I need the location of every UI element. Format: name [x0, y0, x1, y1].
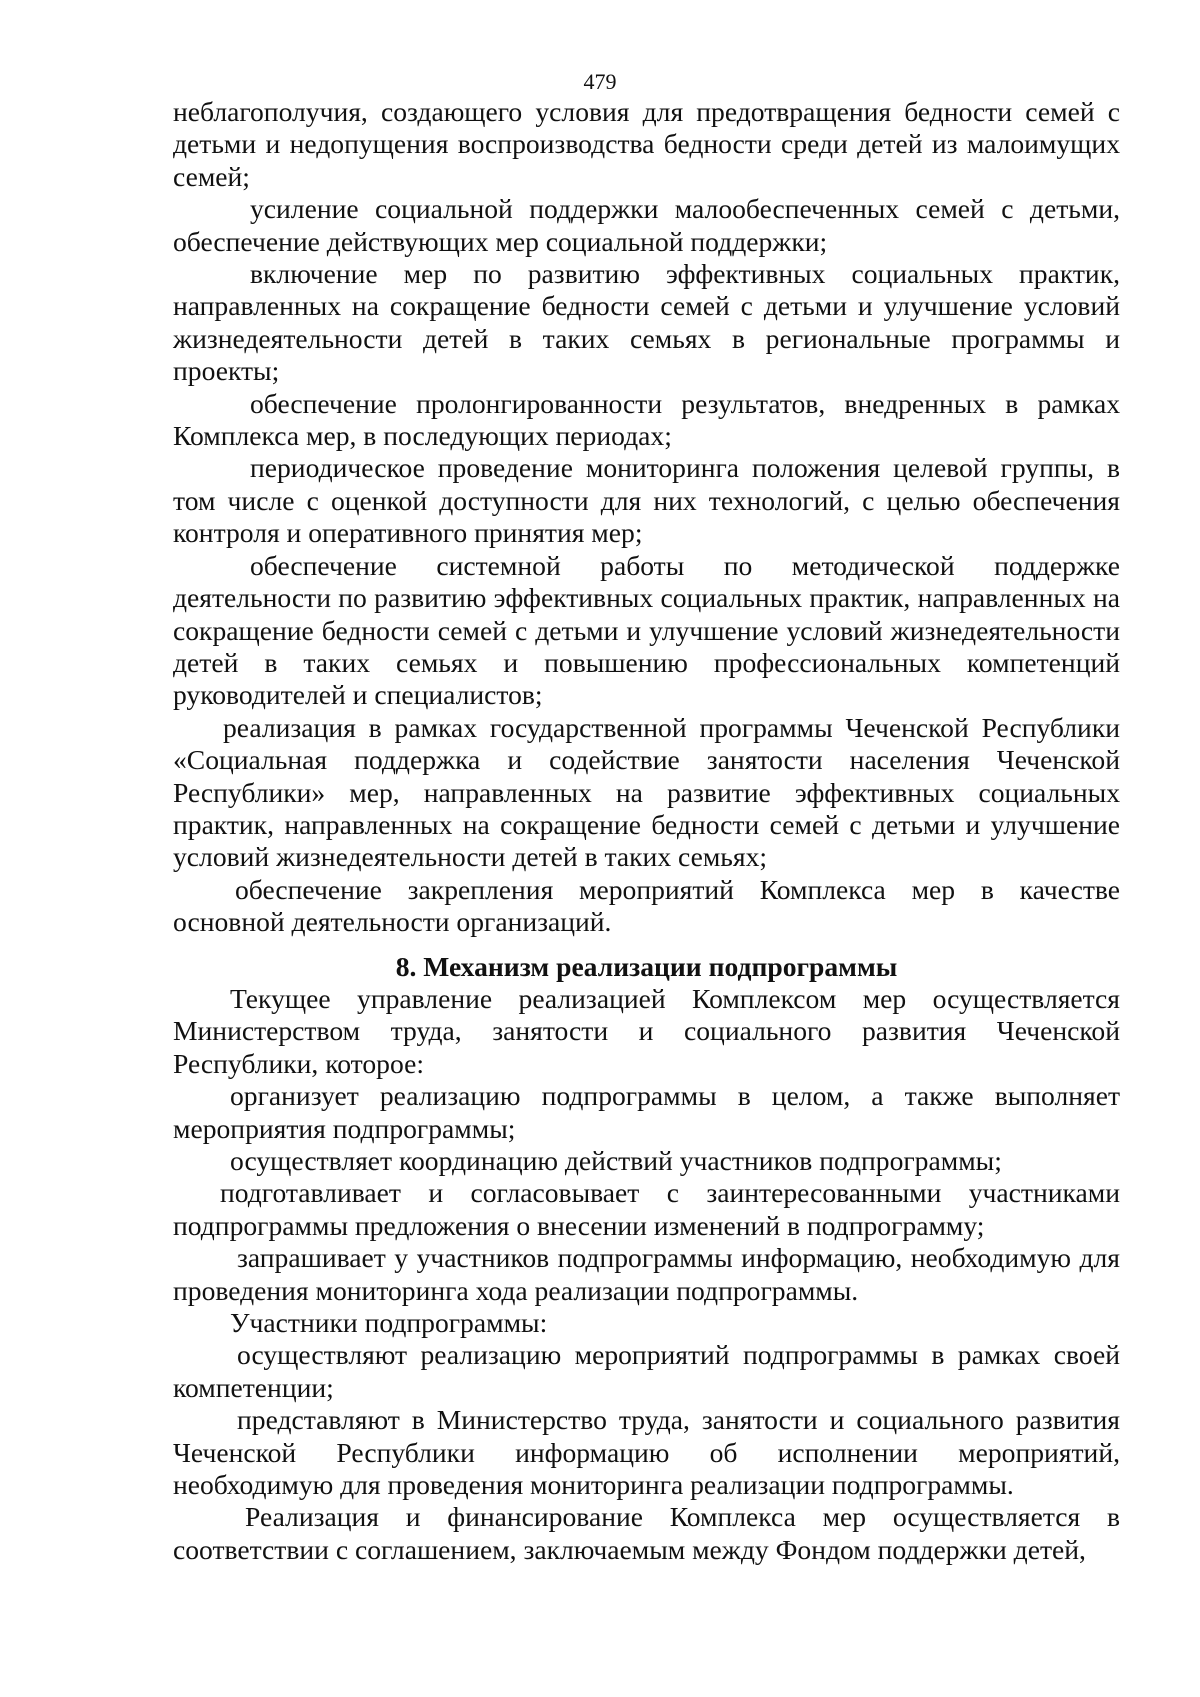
paragraph: включение мер по развитию эффективных социальных практик, направленных на сокращение бедности семей с детьми и улучшение условий жизнедеятельности детей в таких семьях в региональные программы и проекты; [173, 258, 1120, 387]
page-number: 479 [583, 69, 617, 94]
paragraph: неблагополучия, создающего условия для предотвращения бедности семей с детьми и недопущения воспроизводства бедности среди детей из малоимущих семей; [173, 96, 1120, 192]
paragraph: осуществляют реализацию мероприятий подпрограммы в рамках своей компетенции; [173, 1339, 1120, 1403]
paragraph: осуществляет координацию действий участников подпрограммы; [230, 1145, 1002, 1176]
paragraph: представляют в Министерство труда, занятости и социального развития Чеченской Республики информацию об исполнении мероприятий, необходимую для проведения мониторинга реализации подпрограммы. [173, 1404, 1120, 1501]
paragraph: подготавливает и согласовывает с заинтересованными участниками подпрограммы предложения о внесении изменений в подпрограмму; [173, 1177, 1120, 1241]
paragraph: периодическое проведение мониторинга положения целевой группы, в том числе с оценкой доступности для них технологий, с целью обеспечения контроля и оперативного принятия мер; [173, 452, 1120, 549]
document-body [173, 96, 1120, 1566]
paragraph: Текущее управление реализацией Комплексом мер осуществляется Министерством труда, занятости и социального развития Чеченской Республики, которое: [173, 982, 1120, 1079]
paragraph: Реализация и финансирование Комплекса мер осуществляется в соответствии с соглашением, заключаемым между Фондом поддержки детей, [173, 1501, 1120, 1565]
paragraph: обеспечение системной работы по методической поддержке деятельности по развитию эффективных социальных практик, направленных на сокращение бедности семей с детьми и улучшение условий жизнедеятельности детей в таких семьях и повышению профессиональных компетенций руководителей и специалистов; [173, 549, 1120, 711]
paragraph: обеспечение закрепления мероприятий Комплекса мер в качестве основной деятельности организаций. [173, 873, 1120, 938]
section-heading: 8. Механизм реализации подпрограммы [395, 950, 898, 982]
paragraph: организует реализацию подпрограммы в целом, а также выполняет мероприятия подпрограммы; [173, 1080, 1120, 1144]
paragraph: реализация в рамках государственной программы Чеченской Республики «Социальная поддержка и содействие занятости населения Чеченской Республики» мер, направленных на развитие эффективных социальных практик, направленных на сокращение бедности семей с детьми и улучшение условий жизнедеятельности детей в таких семьях; [173, 711, 1120, 873]
paragraph: обеспечение пролонгированности результатов, внедренных в рамках Комплекса мер, в последующих периодах; [173, 387, 1120, 452]
paragraph: усиление социальной поддержки малообеспеченных семей с детьми, обеспечение действующих мер социальной поддержки; [173, 193, 1120, 257]
paragraph: запрашивает у участников подпрограммы информацию, необходимую для проведения мониторинга хода реализации подпрограммы. [173, 1242, 1120, 1306]
paragraph: Участники подпрограммы: [230, 1307, 548, 1339]
